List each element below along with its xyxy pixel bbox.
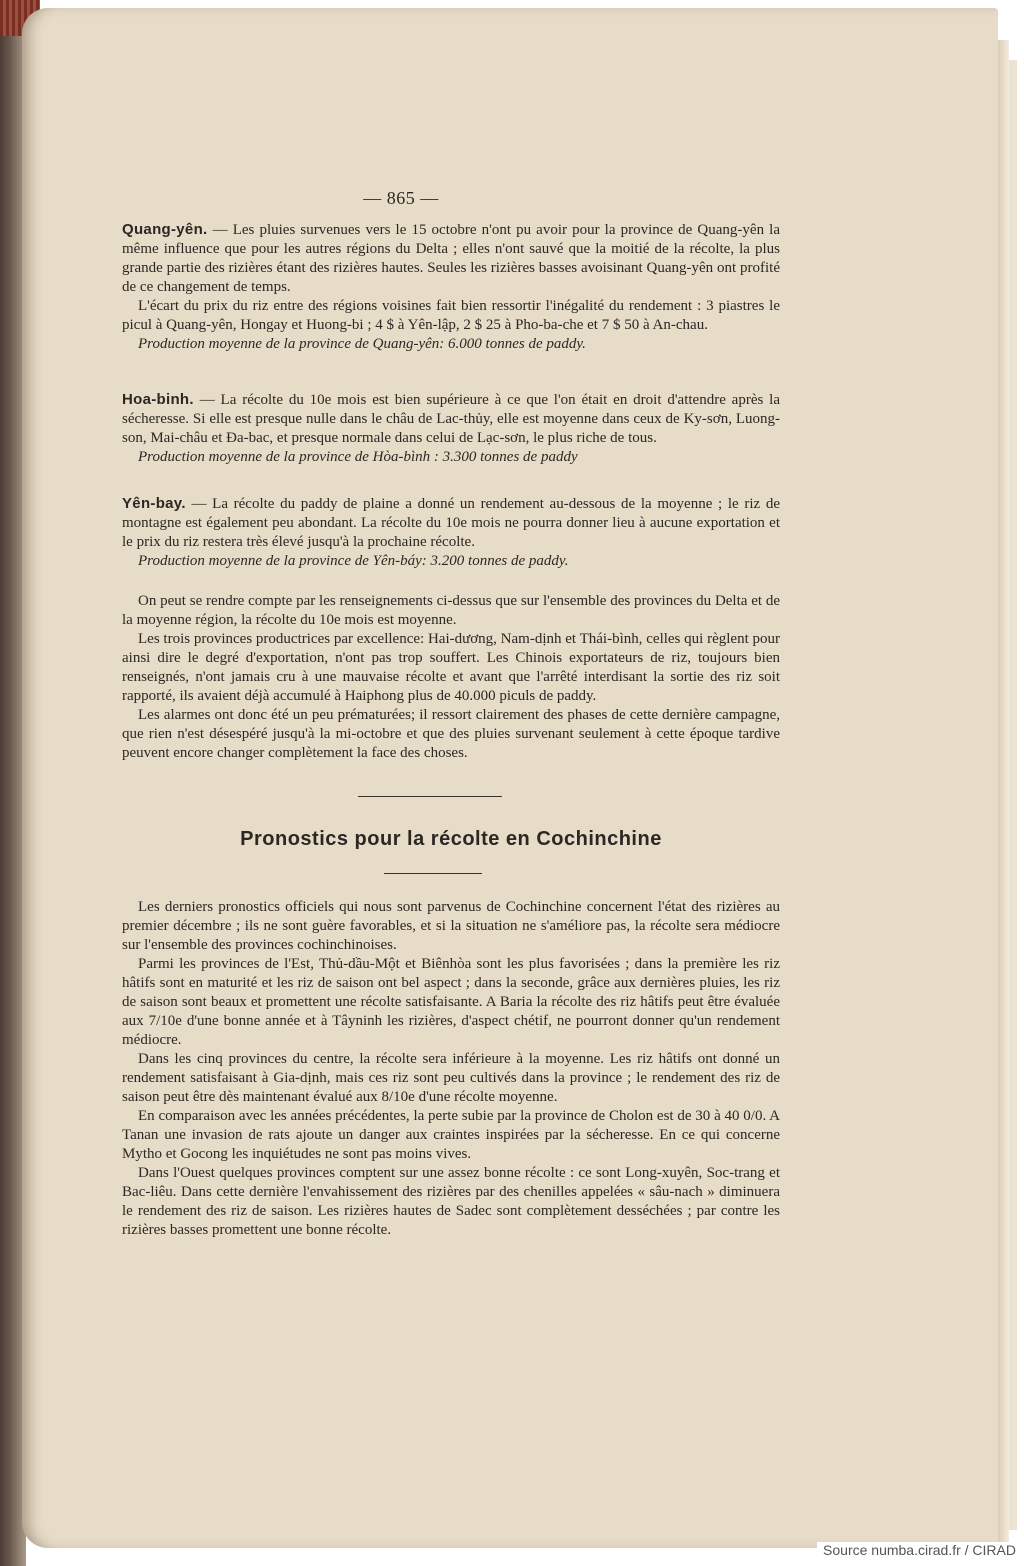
paragraph-text: — Les pluies survenues vers le 15 octobre n'ont pu avoir pour la province de Quang-yên la même influence que pour les autres régions du Delta ; elles n'ont sauvé que la moitié de la récolte, la plus grande partie des rizières étant des rizières hautes. Seules les rizières basses avoisinant Quang-yên ont profité de ce changement de temps. xyxy=(122,222,780,295)
section-yen-bay xyxy=(122,494,780,571)
production-line: Production moyenne de la province de Quang-yên: 6.000 tonnes de paddy. xyxy=(138,336,586,352)
section-cochinchine xyxy=(122,898,780,1240)
paragraph-text: — La récolte du 10e mois est bien supérieure à ce que l'on était en droit d'attendre après la sécheresse. Si elle est presque nulle dans le châu de Lac-thủy, elle est moyenne dans ceux de Ky-sơn, Luong-son, Mai-châu et Đa-bac, et presque normale dans celui de Lạc-sơn, le plus riche de tous. xyxy=(122,392,780,446)
production-line: Production moyenne de la province de Hòa-bình : 3.300 tonnes de paddy xyxy=(138,449,578,465)
section-title: Pronostics pour la récolte en Cochinchine xyxy=(240,828,662,850)
title-underline xyxy=(384,873,482,874)
production-line: Production moyenne de la province de Yên-báy: 3.200 tonnes de paddy. xyxy=(138,553,569,569)
paragraph: Dans l'Ouest quelques provinces comptent sur une assez bonne récolte : ce sont Long-xuyên, Soc-trang et Bac-liêu. Dans cette dernière l'envahissement des rizières par des chenilles appelées « sâu-nach » diminuera le rendement des riz de saison. Les rizières hautes de Sadec sont complètement desséchées ; par contre les rizières basses promettent une bonne récolte. xyxy=(122,1165,780,1238)
document-page xyxy=(22,8,998,1548)
paragraph xyxy=(122,220,780,297)
section-divider xyxy=(358,796,502,797)
section-heading: Yên-bay. xyxy=(122,495,186,512)
paragraph: On peut se rendre compte par les renseignements ci-dessus que sur l'ensemble des provinces du Delta et de la moyenne région, la récolte du 10e mois est moyenne. xyxy=(122,593,780,628)
paragraph xyxy=(122,390,780,448)
section-heading: Hoa-binh. xyxy=(122,391,194,408)
section-heading: Quang-yên. xyxy=(122,221,208,238)
paragraph: En comparaison avec les années précédentes, la perte subie par la province de Cholon est de 30 à 40 0/0. A Tanan une invasion de rats ajoute un danger aux craintes inspirées par la sécheresse. En ce qui concerne Mytho et Gocong les inquiétudes ne sont pas moins vives. xyxy=(122,1108,780,1162)
summary xyxy=(122,592,780,763)
paragraph: Les trois provinces productrices par excellence: Hai-dương, Nam-dịnh et Thái-bình, celles qui règlent pour ainsi dire le degré d'exportation, n'ont pas trop souffert. Les Chinois exportateurs de riz, toujours bien renseignés, n'ont jamais cru à une mauvaise récolte et avant que l'arrêté interdisant la sortie des riz soit rapporté, ils avaient déjà accumulé à Haiphong plus de 40.000 piculs de paddy. xyxy=(122,631,780,704)
paragraph: L'écart du prix du riz entre des régions voisines fait bien ressortir l'inégalité du rendement : 3 piastres le picul à Quang-yên, Hongay et Huong-bi ; 4 $ à Yên-lập, 2 $ 25 à Pho-ba-che et 7 $ 50 à An-chau. xyxy=(122,298,780,333)
section-hoa-binh xyxy=(122,390,780,467)
source-credit: Source numba.cirad.fr / CIRAD xyxy=(817,1542,1016,1558)
paragraph xyxy=(122,494,780,552)
paragraph: Les alarmes ont donc été un peu prématurées; il ressort clairement des phases de cette dernière campagne, que rien n'est désespéré jusqu'à la mi-octobre et que des pluies survenant seulement à cette époque tardive peuvent encore changer complètement la face des choses. xyxy=(122,707,780,761)
paragraph-text: — La récolte du paddy de plaine a donné un rendement au-dessous de la moyenne ; le riz de montagne est également peu abondant. La récolte du 10e mois ne pourra donner lieu à aucune exportation et le prix du riz restera très élevé jusqu'à la prochaine récolte. xyxy=(122,496,781,550)
paragraph: Parmi les provinces de l'Est, Thủ-dầu-Một et Biênhòa sont les plus favorisées ; dans la première les riz hâtifs sont en maturité et les riz de saison ont bel aspect ; dans la seconde, grâce aux dernières pluies, les riz de saison sont beaux et promettent une récolte satisfaisante. A Baria la récolte des riz hâtifs peut être évaluée aux 7/10e d'une bonne année et à Tâyninh les rizières, d'aspect chétif, ne pourront donner qu'un rendement médiocre. xyxy=(122,956,780,1048)
paragraph: Dans les cinq provinces du centre, la récolte sera inférieure à la moyenne. Les riz hâtifs ont donné un rendement satisfaisant à Gia-dịnh, mais ces riz sont peu cultivés dans la province ; le rendement des riz de saison peut être dès maintenant évalué aux 8/10e d'une récolte moyenne. xyxy=(122,1051,780,1105)
paragraph: Les derniers pronostics officiels qui nous sont parvenus de Cochinchine concernent l'état des rizières au premier décembre ; ils ne sont guère favorables, et si la situation ne s'améliore pas, la récolte sera médiocre sur l'ensemble des provinces cochinchinoises. xyxy=(122,899,780,953)
page-number: — 865 — xyxy=(363,188,439,208)
section-quang-yen xyxy=(122,220,780,354)
